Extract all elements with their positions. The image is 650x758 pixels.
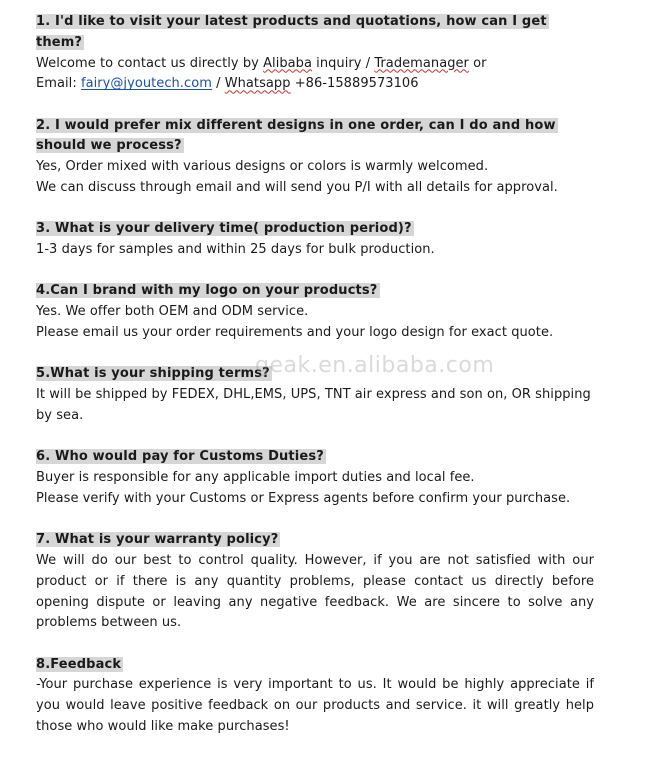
- faq-answer-line: Yes, Order mixed with various designs or colors is warmly welcomed.: [36, 159, 489, 175]
- answer-text: /: [211, 76, 225, 92]
- faq-answer-line: 1-3 days for samples and within 25 days for bulk production.: [36, 242, 435, 258]
- faq-answer-line: Yes. We offer both OEM and ODM service.: [36, 304, 309, 320]
- faq-item-customs: [36, 447, 594, 509]
- faq-answer-line: Please email us your order requirements and your logo design for exact quote.: [36, 325, 554, 341]
- faq-item-shipping: [36, 364, 594, 426]
- question-highlight: 8.Feedback: [36, 656, 122, 672]
- faq-item-mix-designs: [36, 116, 594, 199]
- faq-answer-line: [36, 54, 594, 75]
- faq-question: [36, 116, 594, 158]
- phone-number: +86-15889573106: [290, 76, 419, 92]
- question-highlight: 1. I'd like to visit your latest products and quotations, how can I get them?: [36, 14, 547, 50]
- faq-answer-line: [36, 74, 594, 95]
- faq-question: [36, 655, 594, 676]
- email-link[interactable]: fairy@jyoutech.com: [80, 76, 212, 92]
- faq-document: [36, 12, 594, 758]
- faq-answer-paragraph: -Your purchase experience is very important to us. It would be highly appreciate if you would leave positive feedback on our products and service. it will greatly help those who would like make purchases!: [36, 677, 594, 735]
- answer-text: Welcome to contact us directly by: [36, 55, 264, 71]
- faq-answer-line: We can discuss through email and will send you P/I with all details for approval.: [36, 180, 558, 196]
- faq-question: [36, 219, 594, 240]
- faq-answer-line: It will be shipped by FEDEX, DHL,EMS, UPS, TNT air express and son on, OR shipping by sea.: [36, 387, 591, 423]
- faq-answer-paragraph: We will do our best to control quality. However, if you are not satisfied with our product or if there is any quantity problems, please contact us directly before opening dispute or leaving any negative feedback. We are sincere to solve any problems between us.: [36, 552, 594, 631]
- watermark-text: geak.en.alibaba.com: [255, 353, 495, 378]
- faq-question: [36, 364, 594, 385]
- faq-item-branding: [36, 281, 594, 343]
- question-highlight: 2. I would prefer mix different designs in one order, can I do and how should we process?: [36, 117, 556, 154]
- faq-question: [36, 12, 594, 54]
- faq-question: [36, 281, 594, 302]
- question-highlight: 4.Can I brand with my logo on your products?: [36, 283, 378, 299]
- question-highlight: 7. What is your warranty policy?: [36, 532, 279, 548]
- faq-answer-line: Please verify with your Customs or Express agents before confirm your purchase.: [36, 490, 571, 506]
- answer-text: inquiry /: [312, 55, 375, 71]
- faq-answer-line: Buyer is responsible for any applicable import duties and local fee.: [36, 470, 475, 486]
- email-label: Email:: [36, 76, 81, 92]
- question-highlight: 5.What is your shipping terms?: [36, 366, 270, 382]
- trademanager-text: Trademanager: [374, 55, 469, 71]
- question-highlight: 3. What is your delivery time( production period)?: [36, 221, 412, 237]
- faq-question: [36, 447, 594, 468]
- whatsapp-text: Whatsapp: [224, 76, 291, 92]
- faq-item-contact: [36, 12, 594, 95]
- faq-item-delivery-time: [36, 219, 594, 261]
- faq-item-feedback: [36, 655, 594, 738]
- alibaba-text: Alibaba: [263, 55, 312, 71]
- faq-item-warranty: [36, 530, 594, 634]
- faq-question: [36, 530, 594, 551]
- answer-text: or: [468, 55, 487, 71]
- question-highlight: 6. Who would pay for Customs Duties?: [36, 449, 324, 465]
